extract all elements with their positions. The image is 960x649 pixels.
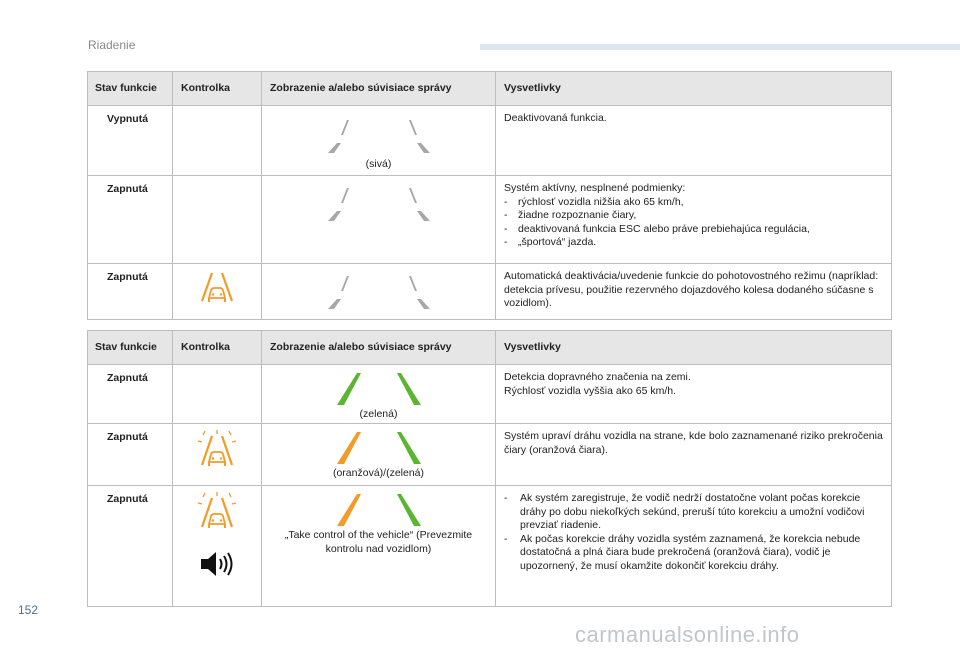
- lane-assist-orange-icon: [197, 270, 237, 306]
- table-row: [88, 106, 892, 176]
- column-header: Zobrazenie a/alebo súvisiace správy: [262, 72, 496, 106]
- lane-assist-flashing-orange-icon: [195, 429, 239, 469]
- speaker-sound-icon: [197, 550, 237, 578]
- lane-lines-orange-green-icon: [319, 430, 439, 466]
- list-item: - Ak systém zaregistruje, že vodič nedrží dostatočne volant počas korekcie dráhy po dobu niekoľkých sekúnd, preruší túto korekciu a umožní vodičovi prevziať riadenie.: [504, 492, 883, 533]
- list-item: - Ak počas korekcie dráhy vozidla systém zaznamená, že korekcia nebude dostatočná a plná čiara bude prekročená (oranžová čiara), vodič je upozornený, že musí okamžite dokončiť korekciu dráhy.: [504, 533, 883, 574]
- table-row: [88, 424, 892, 486]
- indicator-cell: [173, 176, 262, 264]
- header-bar: [480, 44, 960, 50]
- table-header-row: [88, 72, 892, 106]
- lane-assist-flashing-orange-icon: [195, 491, 239, 531]
- column-header: Zobrazenie a/alebo súvisiace správy: [262, 331, 496, 365]
- column-header: Vysvetlivky: [496, 331, 892, 365]
- display-cell: [262, 264, 496, 320]
- description-cell: [496, 486, 892, 607]
- table-row: [88, 176, 892, 264]
- section-title: Riadenie: [88, 38, 136, 52]
- indicator-cell: [173, 424, 262, 486]
- description-line: Rýchlosť vozidla vyššia ako 65 km/h.: [504, 384, 677, 397]
- indicator-cell: [173, 106, 262, 176]
- description-list: [504, 492, 883, 573]
- description-cell: [496, 176, 892, 264]
- display-cell: [262, 106, 496, 176]
- state-label: Vypnutá: [107, 113, 149, 125]
- lane-lines-grey-icon: [319, 113, 439, 157]
- column-header: Kontrolka: [173, 72, 262, 106]
- table-row: [88, 264, 892, 320]
- table-row: [88, 486, 892, 607]
- page-number: 152: [18, 603, 39, 617]
- list-item: - rýchlosť vozidla nižšia ako 65 km/h,: [504, 196, 883, 210]
- list-item: - „športová“ jazda.: [504, 236, 883, 250]
- state-label: Zapnutá: [107, 431, 148, 443]
- indicator-cell: [173, 486, 262, 607]
- list-item: - žiadne rozpoznanie čiary,: [504, 209, 883, 223]
- description-cell: [496, 424, 892, 486]
- description-line: Detekcia dopravného značenia na zemi.: [504, 371, 691, 383]
- column-header: Stav funkcie: [88, 72, 173, 106]
- indicator-cell: [173, 264, 262, 320]
- display-cell: [262, 365, 496, 424]
- condition-list: [504, 196, 883, 250]
- description-cell: [496, 106, 892, 176]
- description-text: Automatická deaktivácia/uvedenie funkcie do pohotovostného režimu (napríklad: detekcia prívesu, použitie rezervného dojazdového kolesa dodaného súčasne s vozidlom).: [504, 270, 879, 309]
- column-header: Kontrolka: [173, 331, 262, 365]
- description-cell: [496, 264, 892, 320]
- lane-lines-grey-icon: [319, 181, 439, 225]
- state-label: Zapnutá: [107, 271, 148, 283]
- display-cell: [262, 424, 496, 486]
- column-header: Vysvetlivky: [496, 72, 892, 106]
- display-caption: (zelená): [359, 408, 398, 420]
- display-caption: (oranžová)/(zelená): [332, 467, 425, 479]
- table-header-row: [88, 331, 892, 365]
- description-text: Deaktivovaná funkcia.: [504, 112, 607, 124]
- lane-lines-orange-green-icon: [319, 492, 439, 528]
- state-label: Zapnutá: [107, 493, 148, 505]
- display-cell: [262, 486, 496, 607]
- display-caption: (sivá): [365, 158, 392, 170]
- state-label: Zapnutá: [107, 183, 148, 195]
- lane-lines-green-icon: [319, 371, 439, 407]
- display-caption: „Take control of the vehicle“ (Prevezmite kontrolu nad vozidlom): [284, 529, 473, 555]
- state-label: Zapnutá: [107, 372, 148, 384]
- display-cell: [262, 176, 496, 264]
- list-item: - deaktivovaná funkcia ESC alebo práve prebiehajúca regulácia,: [504, 223, 883, 237]
- status-table-1: [87, 71, 892, 320]
- description-cell: [496, 365, 892, 424]
- status-table-2: [87, 330, 892, 607]
- description-text: Systém upraví dráhu vozidla na strane, kde bolo zaznamenané riziko prekročenia čiary (oranžová čiara).: [504, 430, 883, 456]
- description-intro: Systém aktívny, nesplnené podmienky:: [504, 182, 686, 194]
- watermark: carmanualsonline.info: [575, 622, 800, 647]
- lane-lines-grey-icon: [319, 269, 439, 313]
- table-row: [88, 365, 892, 424]
- column-header: Stav funkcie: [88, 331, 173, 365]
- indicator-cell: [173, 365, 262, 424]
